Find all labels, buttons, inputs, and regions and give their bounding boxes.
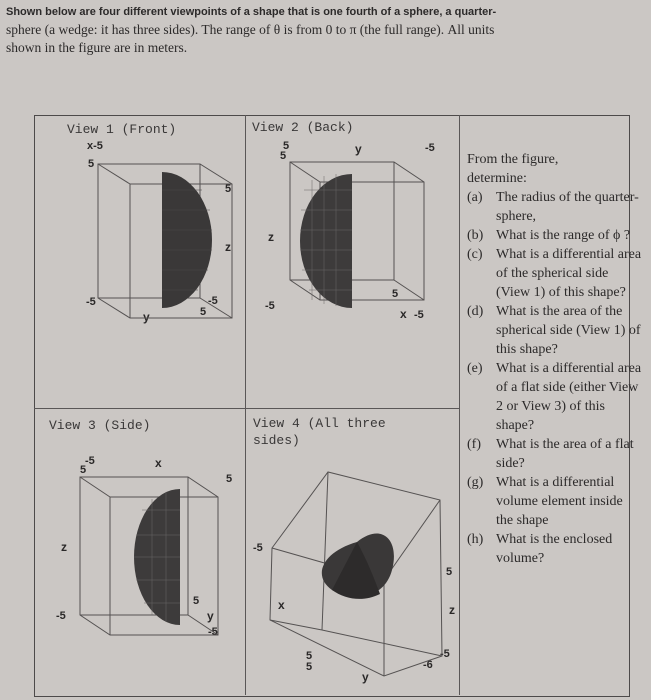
question-d-label: (d) [467, 304, 484, 319]
view3-figure [68, 465, 268, 665]
question-h-label: (h) [467, 532, 484, 547]
questions-panel [463, 150, 643, 568]
v3-axis-z: z [61, 540, 67, 554]
view4-figure [262, 460, 462, 680]
question-c-label: (c) [467, 247, 483, 262]
v3-axis-x: x [155, 456, 162, 470]
v2-label-5-bottom: 5 [392, 288, 399, 300]
question-e-label: (e) [467, 361, 483, 376]
question-f-text: What is the area of a flat side? [496, 437, 634, 471]
question-f [463, 435, 643, 473]
v3-label-m5: -5 [56, 610, 66, 622]
question-h [463, 530, 643, 568]
view2-title: View 2 (Back) [252, 120, 354, 135]
question-a-text: The radius of the quarter-sphere, [496, 190, 639, 224]
question-d [463, 302, 643, 359]
v4-label-5a: 5 [306, 650, 313, 662]
questions-header-1: From the figure, [467, 152, 559, 167]
v4-axis-z: z [449, 603, 455, 617]
view2-figure [282, 150, 482, 330]
question-b [463, 226, 643, 245]
question-c-text: What is a differential area of the spherical side (View 1) of this shape? [496, 247, 642, 300]
question-b-label: (b) [467, 228, 484, 243]
question-a [463, 188, 643, 226]
v3-label-m5-bottom: -5 [208, 626, 218, 638]
question-g-label: (g) [467, 475, 484, 490]
v4-axis-x: x [278, 598, 285, 612]
question-g [463, 473, 643, 530]
intro-text [6, 2, 636, 57]
v4-axis-y: y [362, 670, 369, 684]
intro-line-1 [6, 2, 636, 21]
v4-label-m5: -5 [253, 542, 263, 554]
question-d-text: What is the area of the spherical side (View 1) of this shape? [496, 304, 641, 357]
v1-label-m5: -5 [86, 296, 96, 308]
questions-header-2: determine: [467, 171, 527, 186]
question-e-text: What is a differential area of a flat side (either View 2 or View 3) of this shape? [496, 361, 642, 433]
v3-label-m5-top: -5 [85, 455, 95, 467]
question-f-label: (f) [467, 437, 481, 452]
question-e [463, 359, 643, 435]
v1-label-5-bottom: 5 [200, 306, 207, 318]
view4-title-line1: View 4 (All three [253, 416, 386, 431]
v2-label-5b: 5 [280, 150, 287, 162]
question-b-text: What is the range of ϕ ? [496, 228, 631, 243]
v1-label-5: 5 [88, 158, 95, 170]
view1-figure [90, 150, 290, 330]
v2-axis-z: z [268, 230, 274, 244]
v4-label-m5-bottom: -5 [440, 648, 450, 660]
v3-label-5-bottom: 5 [193, 595, 200, 607]
v1-label-m5-bottom: -5 [208, 295, 218, 307]
v3-axis-y: y [207, 609, 214, 623]
v4-label-5-right: 5 [446, 566, 453, 578]
v2-label-5a: 5 [283, 140, 290, 152]
v2-label-m5-bottom: -5 [414, 309, 424, 321]
v3-label-5-top: 5 [80, 464, 87, 476]
v3-label-5-right: 5 [226, 473, 233, 485]
question-g-text: What is a differential volume element inside the shape [496, 475, 623, 528]
view4-title-line2: sides) [253, 433, 300, 448]
question-c [463, 245, 643, 302]
v1-label-5-right: 5 [225, 183, 232, 195]
question-h-text: What is the enclosed volume? [496, 532, 613, 566]
v2-axis-y: y [355, 142, 362, 156]
v1-label-x-top: x-5 [87, 140, 103, 152]
view1-title: View 1 (Front) [67, 122, 177, 137]
question-a-label: (a) [467, 190, 483, 205]
v4-label-5b: 5 [306, 661, 313, 673]
intro-line-3: shown in the figure are in meters. [6, 40, 188, 55]
v1-axis-y: y [143, 310, 150, 324]
v4-label-m6: -6 [423, 659, 433, 671]
intro-line-2: sphere (a wedge: it has three sides). The range of θ is from 0 to π (the full range). All units [6, 22, 495, 37]
divider-horizontal [34, 408, 460, 409]
view3-title: View 3 (Side) [49, 418, 151, 433]
v1-axis-z: z [225, 240, 231, 254]
v2-label-m5-top: -5 [425, 142, 435, 154]
v2-label-m5: -5 [265, 300, 275, 312]
v2-axis-x: x [400, 307, 407, 321]
intro-lead: Shown below are four different viewpoints of a shape that is one fourth of a sphere, a quarter- [6, 6, 497, 18]
